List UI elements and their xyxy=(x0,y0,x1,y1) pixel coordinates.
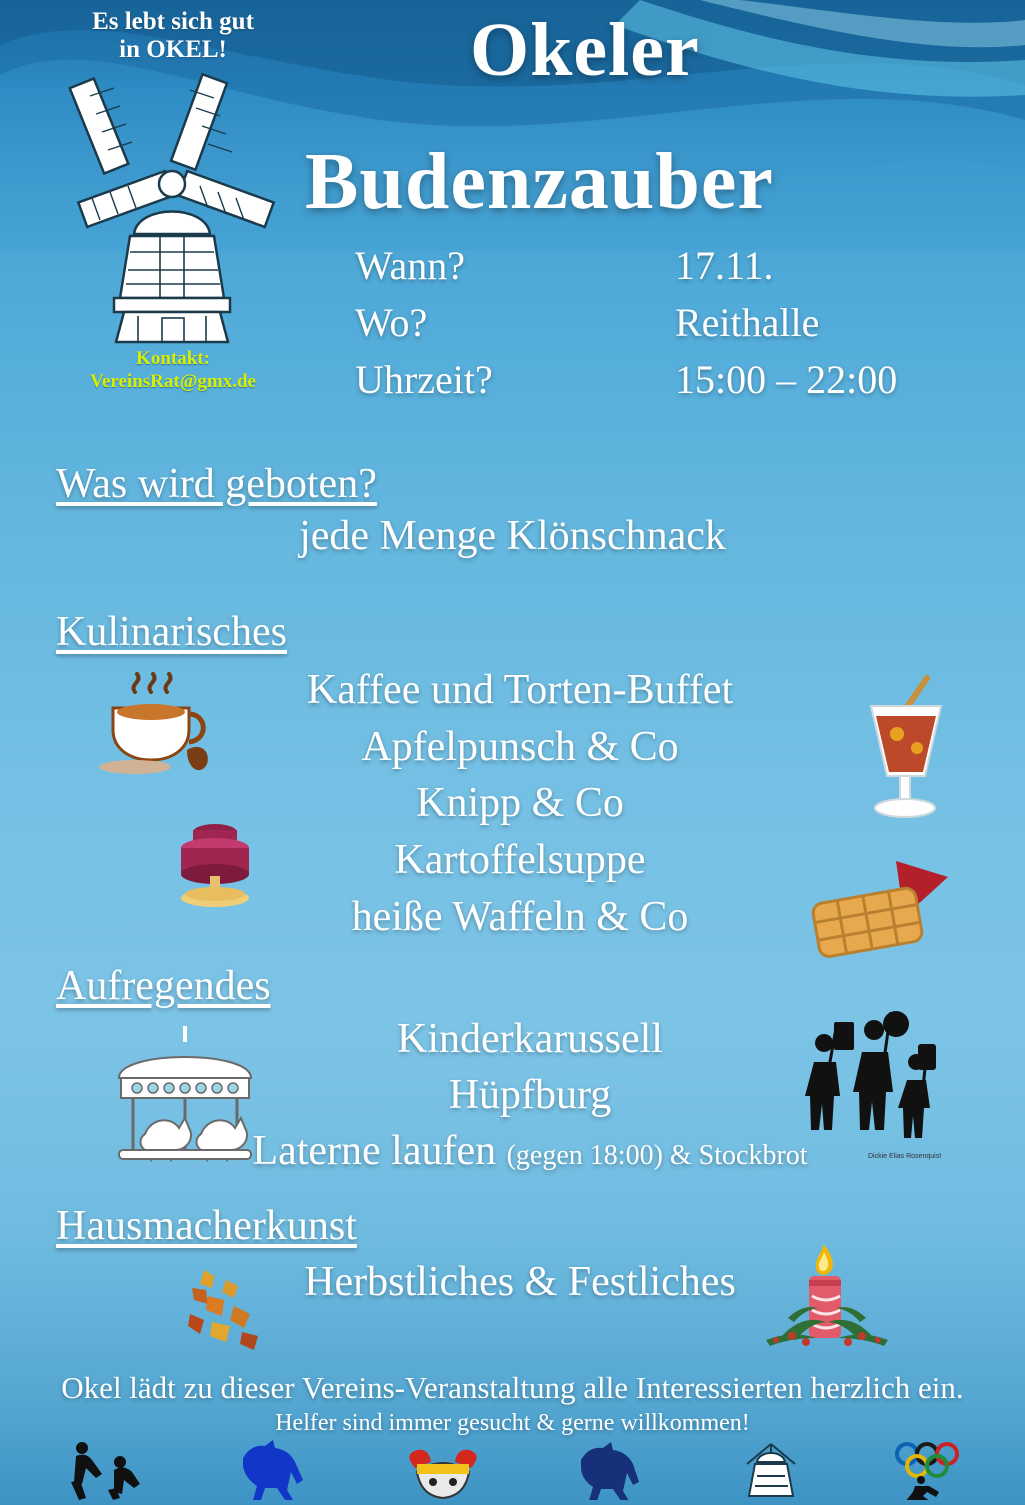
exciting-list xyxy=(200,1012,860,1180)
info-question: Wann? xyxy=(355,243,466,288)
poster-title-line1: Okeler xyxy=(470,8,700,92)
offered-line: jede Menge Klönschnack xyxy=(299,513,726,559)
lantern-note: (gegen 18:00) & Stockbrot xyxy=(506,1139,808,1171)
list-item: Kaffee und Torten-Buffet xyxy=(306,667,734,713)
horse-dark-icon xyxy=(565,1438,655,1505)
list-item: heiße Waffeln & Co xyxy=(351,893,689,940)
carousel-icon xyxy=(105,1022,265,1177)
logo-slogan-line1: Es lebt sich gut xyxy=(92,8,254,35)
windmill-small-icon xyxy=(731,1438,811,1505)
info-answer: 17.11. xyxy=(675,243,774,288)
event-info xyxy=(355,238,975,408)
gymnastics-icon xyxy=(58,1438,153,1505)
cake-icon xyxy=(155,808,275,923)
candle-icon xyxy=(752,1240,902,1365)
info-row xyxy=(355,352,975,409)
punch-glass-icon xyxy=(845,672,965,842)
lantern-main: Laterne laufen xyxy=(252,1127,497,1174)
info-answer: 15:00 – 22:00 xyxy=(675,356,898,402)
culinary-list xyxy=(180,662,860,945)
footer-helpers: Helfer sind immer gesucht & gerne willkommen! xyxy=(275,1410,750,1436)
autumn-leaves-icon xyxy=(182,1258,292,1363)
logo-slogan-line2: in OKEL! xyxy=(119,36,227,63)
list-item: Apfelpunsch & Co xyxy=(361,723,679,770)
info-question: Uhrzeit? xyxy=(355,356,493,402)
lantern-children-icon xyxy=(790,1000,960,1170)
horse-blue-icon xyxy=(229,1438,319,1505)
contact-block xyxy=(28,348,318,394)
section-heading-offered: Was wird geboten? xyxy=(56,461,377,507)
list-item: Hüpfburg xyxy=(448,1071,612,1118)
section-heading-culinary: Kulinarisches xyxy=(56,609,287,655)
windmill-logo-icon xyxy=(68,66,278,346)
carnival-mask-icon xyxy=(395,1438,490,1505)
contact-email[interactable]: VereinsRat@gmx.de xyxy=(90,370,256,392)
windmill-svg xyxy=(68,66,278,346)
section-heading-exciting: Aufregendes xyxy=(56,963,271,1009)
logo-block xyxy=(28,8,318,394)
contact-label: Kontakt: xyxy=(136,348,210,369)
footer-invitation: Okel lädt zu dieser Vereins-Veranstaltung alle Interessierten herzlich ein. xyxy=(61,1370,964,1405)
list-item: Kinderkarussell xyxy=(397,1016,663,1062)
olympic-rings-icon xyxy=(887,1438,967,1505)
waffle-icon xyxy=(800,855,960,975)
coffee-cup-icon xyxy=(95,672,215,787)
svg-text:Dickie Elias Rosenquist: Dickie Elias Rosenquist xyxy=(868,1153,942,1160)
logo-slogan xyxy=(28,8,318,64)
info-row xyxy=(355,295,975,352)
list-item-lantern xyxy=(200,1124,860,1180)
poster-title-line2: Budenzauber xyxy=(305,138,774,226)
list-item: Knipp & Co xyxy=(416,780,624,827)
list-item: Kartoffelsuppe xyxy=(394,837,646,884)
footer-club-icons xyxy=(0,1438,1025,1505)
info-row xyxy=(355,238,975,295)
section-heading-homemade: Hausmacherkunst xyxy=(56,1203,357,1249)
homemade-line: Herbstliches & Festliches xyxy=(304,1259,736,1305)
info-answer: Reithalle xyxy=(675,299,820,345)
info-question: Wo? xyxy=(355,299,428,345)
